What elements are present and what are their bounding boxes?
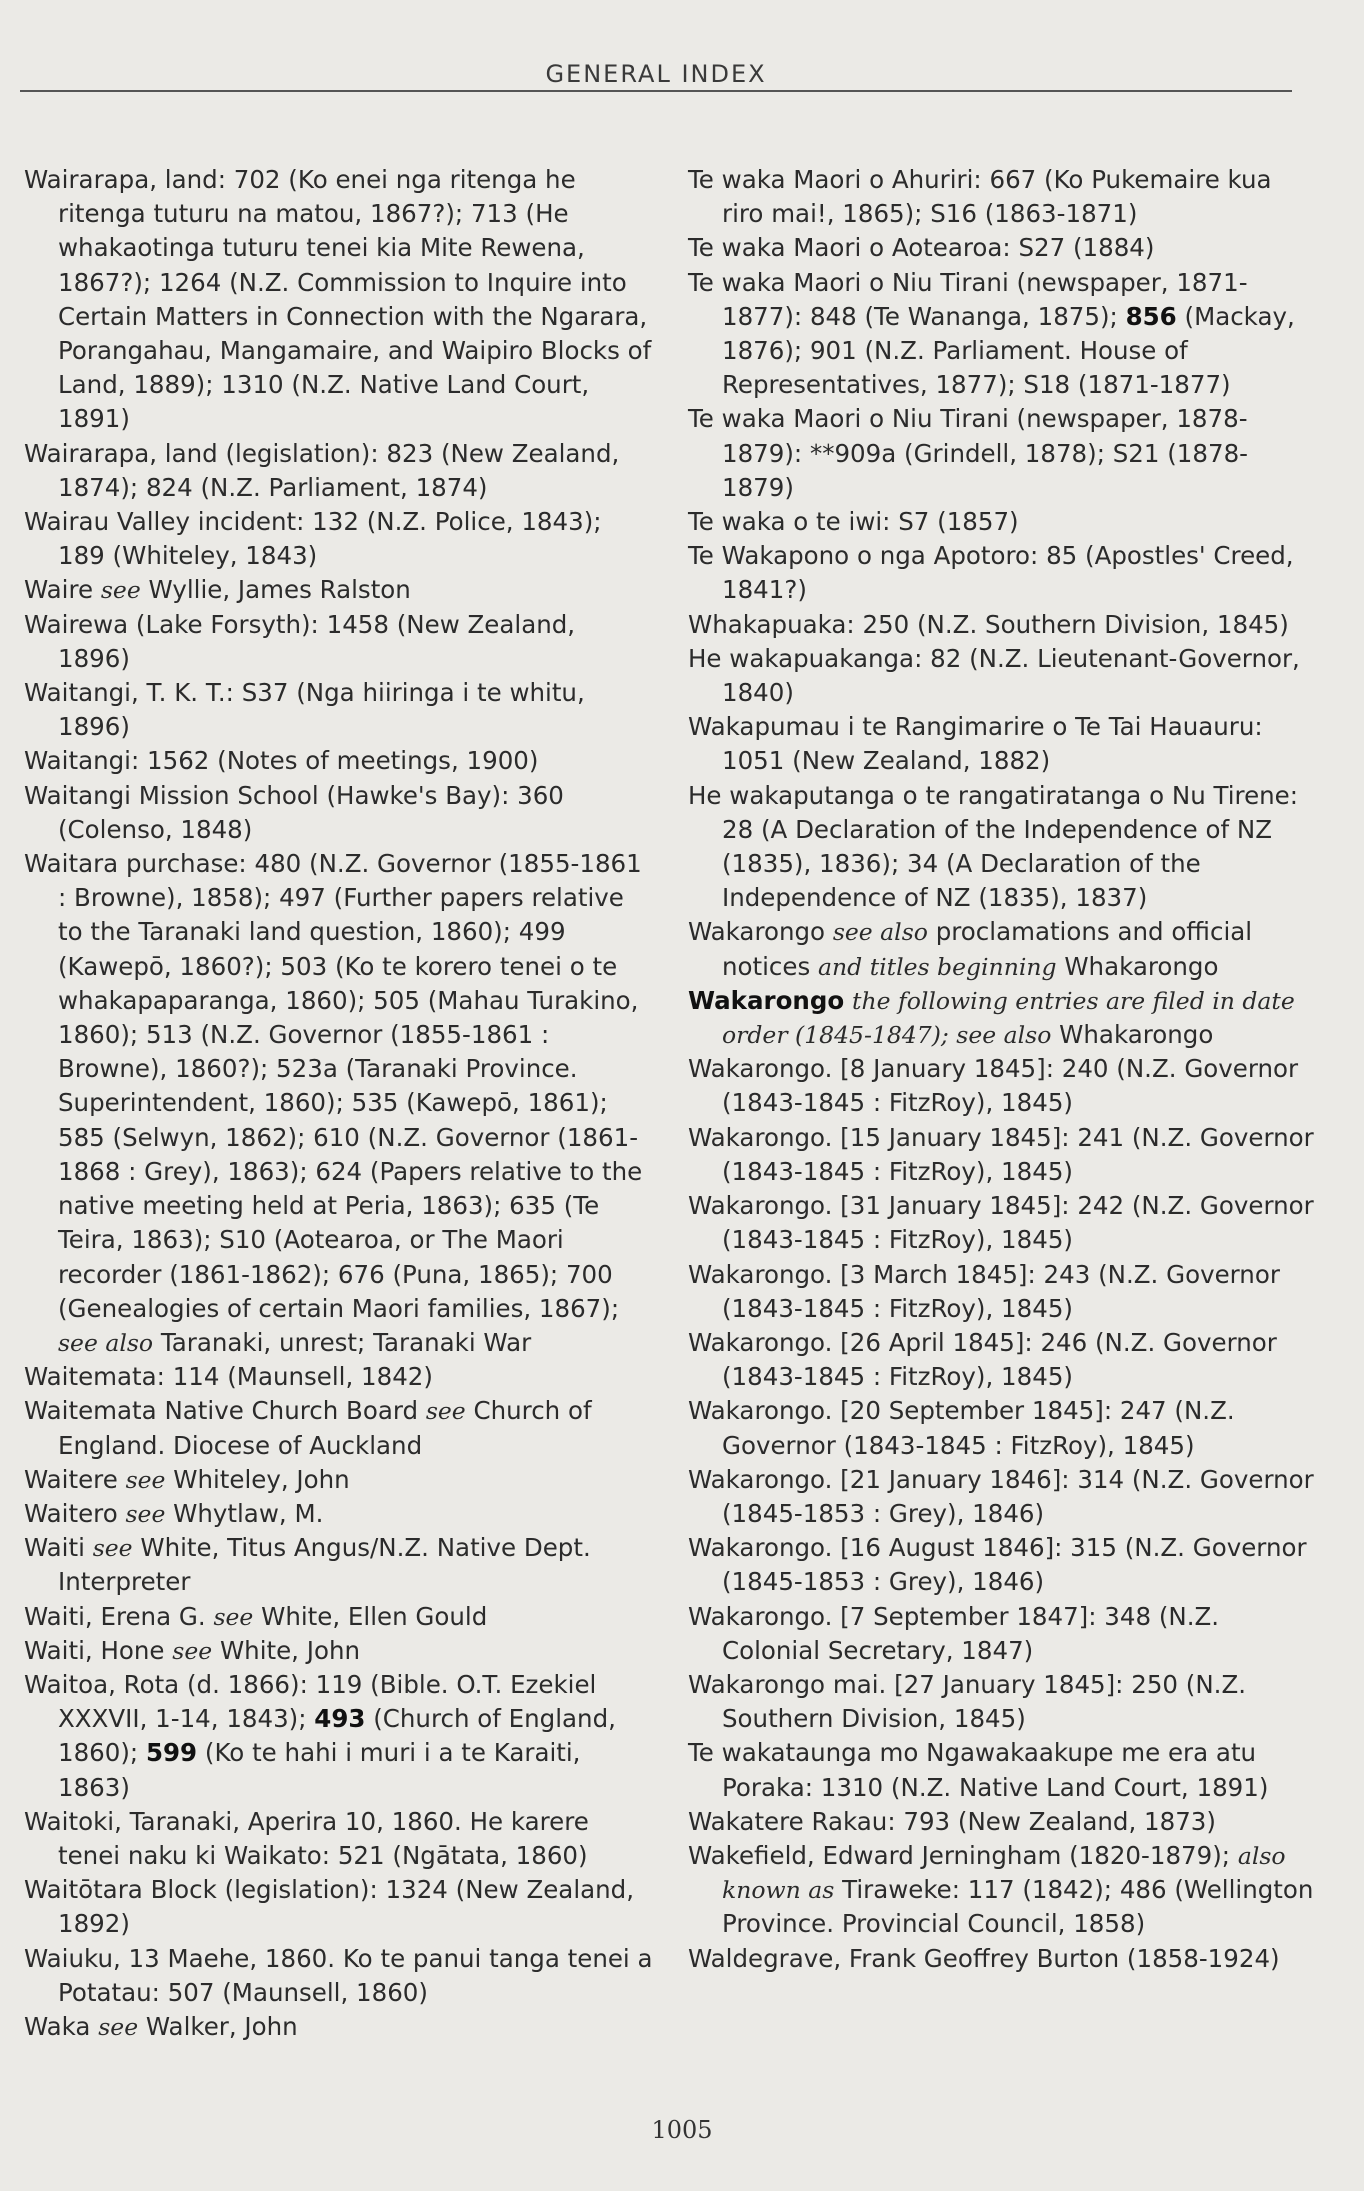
index-entry-text: (Ko te hahi i muri i a te Karaiti, 1863) xyxy=(58,1738,581,1802)
index-entry-text: Waitemata Native Church Board xyxy=(24,1396,426,1426)
index-entry-italic-text: see xyxy=(172,1636,213,1665)
index-entry-italic-text: see xyxy=(425,1397,466,1426)
index-entry xyxy=(688,915,1318,983)
index-entry-text: Waitoa, Rota (d. 1866): 119 (Bible. O.T. Ezekiel XXXVII, 1-14, 1843); xyxy=(24,1669,597,1734)
index-entry-text: Whakapuaka: 250 (N.Z. Southern Division, 1845) xyxy=(688,609,1289,639)
index-entry xyxy=(688,1839,1318,1942)
index-entry-text: Waiti xyxy=(24,1533,93,1563)
index-entry xyxy=(24,505,654,573)
index-entry-text: Wakarongo. [8 January 1845]: 240 (N.Z. Governor (1843-1845 : FitzRoy), 1845) xyxy=(688,1054,1299,1118)
index-entry xyxy=(24,163,654,437)
index-entry-bold-text: Wakarongo xyxy=(688,985,845,1015)
index-entry xyxy=(688,608,1318,642)
index-entry xyxy=(24,744,654,778)
index-entry-text: proclamations and official notices xyxy=(722,917,1253,981)
index-entry-text: Te waka Maori o Niu Tirani (newspaper, 1878-1879): **909a (Grindell, 1878); S21 (1878-1879) xyxy=(688,404,1248,502)
index-entry-text: Waitemata: 114 (Maunsell, 1842) xyxy=(24,1362,433,1392)
index-entry xyxy=(688,1805,1318,1839)
index-entry-italic-text: see xyxy=(98,2012,139,2041)
running-header-title: GENERAL INDEX xyxy=(545,60,767,88)
index-entry-text: Te waka Maori o Aotearoa: S27 (1884) xyxy=(688,233,1155,263)
running-header xyxy=(20,56,1292,92)
index-entry-text: Whakarongo xyxy=(1051,1020,1214,1050)
index-column-left xyxy=(24,163,654,2044)
index-entry xyxy=(688,539,1318,607)
index-entry-text: Waitero xyxy=(24,1498,126,1528)
index-entry-text: Waldegrave, Frank Geoffrey Burton (1858-1924) xyxy=(688,1943,1280,1973)
index-entry xyxy=(24,1463,654,1497)
index-entry xyxy=(24,1360,654,1394)
index-entry-text: Walker, John xyxy=(138,2011,298,2041)
index-entry-text: Wairarapa, land (legislation): 823 (New Zealand, 1874); 824 (N.Z. Parliament, 1874) xyxy=(24,438,620,502)
index-entry-text: Te waka o te iwi: S7 (1857) xyxy=(688,507,1019,537)
index-entry-text xyxy=(844,986,852,1015)
index-entry-text: Whiteley, John xyxy=(165,1464,350,1494)
index-entry xyxy=(24,2010,654,2044)
index-entry xyxy=(688,231,1318,265)
index-entry-text: Tiraweke: 117 (1842); 486 (Wellington Province. Provincial Council, 1858) xyxy=(722,1875,1314,1939)
index-entry xyxy=(24,1668,654,1805)
index-entry-text: Wairau Valley incident: 132 (N.Z. Police, 1843); 189 (Whiteley, 1843) xyxy=(24,507,602,571)
index-entry-italic-text: see xyxy=(125,1465,166,1494)
index-entry xyxy=(24,847,654,1360)
index-entry-italic-text: see xyxy=(213,1602,254,1631)
index-entry xyxy=(688,642,1318,710)
index-entry xyxy=(688,1052,1318,1120)
index-entry-text: Whytlaw, M. xyxy=(165,1498,324,1528)
index-entry-text: Waitere xyxy=(24,1464,126,1494)
page-number: 1005 xyxy=(651,2116,713,2144)
index-entry-text: Te waka Maori o Niu Tirani (newspaper, 1871-1877): 848 (Te Wananga, 1875); xyxy=(688,267,1248,331)
index-entry xyxy=(688,1600,1318,1668)
index-entry xyxy=(688,779,1318,916)
index-entry-text: White, Ellen Gould xyxy=(253,1601,488,1631)
index-entry xyxy=(688,1531,1318,1599)
index-entry xyxy=(24,676,654,744)
index-entry-text: Waitara purchase: 480 (N.Z. Governor (1855-1861 : Browne), 1858); 497 (Further papers relative to the Taranaki land question, 1860); 499 (Kawepō, 1860?); 503 (Ko te korero tenei o te whakapaparanga, 1860); 505 (Mahau Turakino, 1860); 513 (N.Z. Governor (1855-1861 : Browne), 1860?); 523a (Taranaki Province. Superintendent, 1860); 535 (Kawepō, 1861); 585 (Selwyn, 1862); 610 (N.Z. Governor (1861-1868 : Grey), 1863); 624 (Papers relative to the native meeting held at Peria, 1863); 635 (Te Teira, 1863); S10 (Aotearoa, or The Maori recorder (1861-1862); 676 (Puna, 1865); 700 (Genealogies of certain Maori families, 1867); xyxy=(24,849,643,1323)
index-entry xyxy=(24,779,654,847)
index-entry-text: Wakarongo. [7 September 1847]: 348 (N.Z. Colonial Secretary, 1847) xyxy=(688,1601,1220,1665)
index-entry-italic-text: also known as xyxy=(722,1841,1286,1905)
index-entry xyxy=(688,984,1318,1052)
index-entry xyxy=(688,1463,1318,1531)
index-entry-text: Wakapumau i te Rangimarire o Te Tai Hauauru: 1051 (New Zealand, 1882) xyxy=(688,712,1263,776)
index-entry xyxy=(688,402,1318,505)
index-entry xyxy=(24,437,654,505)
index-entry-text: Te wakataunga mo Ngawakaakupe me era atu Poraka: 1310 (N.Z. Native Land Court, 1891) xyxy=(688,1738,1269,1802)
index-entry xyxy=(24,1531,654,1599)
index-entry-text: White, Titus Angus/N.Z. Native Dept. Interpreter xyxy=(58,1533,591,1597)
index-entry xyxy=(688,1121,1318,1189)
index-entry-italic-text: see xyxy=(100,576,141,605)
index-entry xyxy=(688,710,1318,778)
index-entry-text: White, John xyxy=(212,1635,361,1665)
index-entry-text: Wakarongo. [31 January 1845]: 242 (N.Z. Governor (1843-1845 : FitzRoy), 1845) xyxy=(688,1191,1314,1255)
index-entry xyxy=(24,573,654,607)
index-entry-text: Waitangi, T. K. T.: S37 (Nga hiiringa i te whitu, 1896) xyxy=(24,678,585,742)
index-entry-text: Wakarongo. [16 August 1846]: 315 (N.Z. Governor (1845-1853 : Grey), 1846) xyxy=(688,1533,1307,1597)
index-entry-text: Taranaki, unrest; Taranaki War xyxy=(153,1327,532,1357)
index-entry xyxy=(24,1634,654,1668)
index-entry-text: Wakarongo. [15 January 1845]: 241 (N.Z. Governor (1843-1845 : FitzRoy), 1845) xyxy=(688,1122,1314,1186)
index-entry-text: He wakapuakanga: 82 (N.Z. Lieutenant-Governor, 1840) xyxy=(688,643,1300,708)
index-entry-text: (Mackay, 1876); 901 (N.Z. Parliament. House of Representatives, 1877); S18 (1871-1877) xyxy=(722,301,1295,400)
index-entry xyxy=(688,266,1318,403)
index-entry-text: Waka xyxy=(24,2011,99,2041)
index-entry-text: Wakarongo. [20 September 1845]: 247 (N.Z. Governor (1843-1845 : FitzRoy), 1845) xyxy=(688,1396,1235,1460)
index-entry-italic-text: see xyxy=(92,1534,133,1563)
index-entry-text: Church of England. Diocese of Auckland xyxy=(58,1396,592,1460)
index-entry-text: Te waka Maori o Ahuriri: 667 (Ko Pukemaire kua riro mai!, 1865); S16 (1863-1871) xyxy=(688,165,1272,229)
index-entry xyxy=(688,1942,1318,1976)
index-entry-text: Waire xyxy=(24,575,101,605)
index-column-right xyxy=(688,163,1318,1976)
index-entry-italic-text: the following entries are filed in date order (1845-1847); see also xyxy=(722,986,1295,1050)
index-entry xyxy=(688,1668,1318,1736)
index-entry-italic-text: see xyxy=(125,1499,166,1528)
index-entry xyxy=(24,1942,654,2010)
index-entry xyxy=(24,1497,654,1531)
index-entry-text: Waitoki, Taranaki, Aperira 10, 1860. He karere tenei naku ki Waikato: 521 (Ngātata, 1860) xyxy=(24,1806,589,1870)
index-entry xyxy=(688,1394,1318,1462)
index-entry-bold-text: 599 xyxy=(145,1738,198,1768)
index-entry-text: Wakatere Rakau: 793 (New Zealand, 1873) xyxy=(688,1806,1216,1836)
index-entry-text: Te Wakapono o nga Apotoro: 85 (Apostles' Creed, 1841?) xyxy=(688,541,1294,605)
index-entry xyxy=(688,1189,1318,1257)
index-entry-text: Waitangi Mission School (Hawke's Bay): 360 (Colenso, 1848) xyxy=(24,780,564,844)
index-entry xyxy=(688,505,1318,539)
index-entry-text: Waiti, Erena G. xyxy=(24,1601,214,1631)
index-entry-italic-text: see also xyxy=(58,1328,154,1357)
index-entry-text: Waitōtara Block (legislation): 1324 (New Zealand, 1892) xyxy=(24,1875,635,1939)
index-entry-bold-text: 493 xyxy=(314,1704,366,1734)
index-entry-text: Wairarapa, land: 702 (Ko enei nga ritenga he ritenga tuturu na matou, 1867?); 713 (He whakaotinga tuturu tenei kia Mite Rewena, 1867?); 1264 (N.Z. Commission to Inquire into Certain Matters in Connection with the Ngarara, Porangahau, Mangamaire, and Waipiro Blocks of Land, 1889); 1310 (N.Z. Native Land Court, 1891) xyxy=(24,165,652,434)
index-entry xyxy=(24,1805,654,1873)
index-entry-text: Wakarongo. [21 January 1846]: 314 (N.Z. Governor (1845-1853 : Grey), 1846) xyxy=(688,1464,1314,1528)
index-entry-italic-text: see also xyxy=(832,918,928,947)
index-entry xyxy=(24,1394,654,1462)
index-entry-text: He wakaputanga o te rangatiratanga o Nu Tirene: 28 (A Declaration of the Independence of NZ (1835), 1836); 34 (A Declaration of the Independence of NZ (1835), 1837) xyxy=(688,780,1299,913)
index-entry-text: (Church of England, 1860); xyxy=(58,1704,616,1768)
index-entry xyxy=(24,1600,654,1634)
index-entry xyxy=(688,163,1318,231)
index-entry xyxy=(688,1736,1318,1804)
index-entry-text: Wakarongo mai. [27 January 1845]: 250 (N.Z. Southern Division, 1845) xyxy=(688,1669,1247,1734)
index-entry xyxy=(24,1873,654,1941)
index-entry-text: Waitangi: 1562 (Notes of meetings, 1900) xyxy=(24,746,539,776)
index-entry-text: Wairewa (Lake Forsyth): 1458 (New Zealand, 1896) xyxy=(24,609,576,673)
index-entry-text: Wakarongo. [3 March 1845]: 243 (N.Z. Governor (1843-1845 : FitzRoy), 1845) xyxy=(688,1259,1280,1323)
index-entry-italic-text: and titles beginning xyxy=(818,952,1057,981)
index-entry-text: Wakefield, Edward Jerningham (1820-1879); xyxy=(688,1840,1238,1870)
index-entry xyxy=(688,1258,1318,1326)
index-entry-bold-text: 856 xyxy=(1125,301,1177,331)
index-entry xyxy=(24,608,654,676)
index-entry-text: Waiti, Hone xyxy=(24,1635,173,1665)
index-entry-text: Wakarongo. [26 April 1845]: 246 (N.Z. Governor (1843-1845 : FitzRoy), 1845) xyxy=(688,1327,1277,1392)
index-entry-text: Wakarongo xyxy=(688,917,833,947)
index-entry-text: Whakarongo xyxy=(1056,951,1219,981)
index-entry-text: Wyllie, James Ralston xyxy=(140,575,411,605)
index-entry-text: Waiuku, 13 Maehe, 1860. Ko te panui tanga tenei a Potatau: 507 (Maunsell, 1860) xyxy=(24,1943,653,2007)
index-entry xyxy=(688,1326,1318,1394)
